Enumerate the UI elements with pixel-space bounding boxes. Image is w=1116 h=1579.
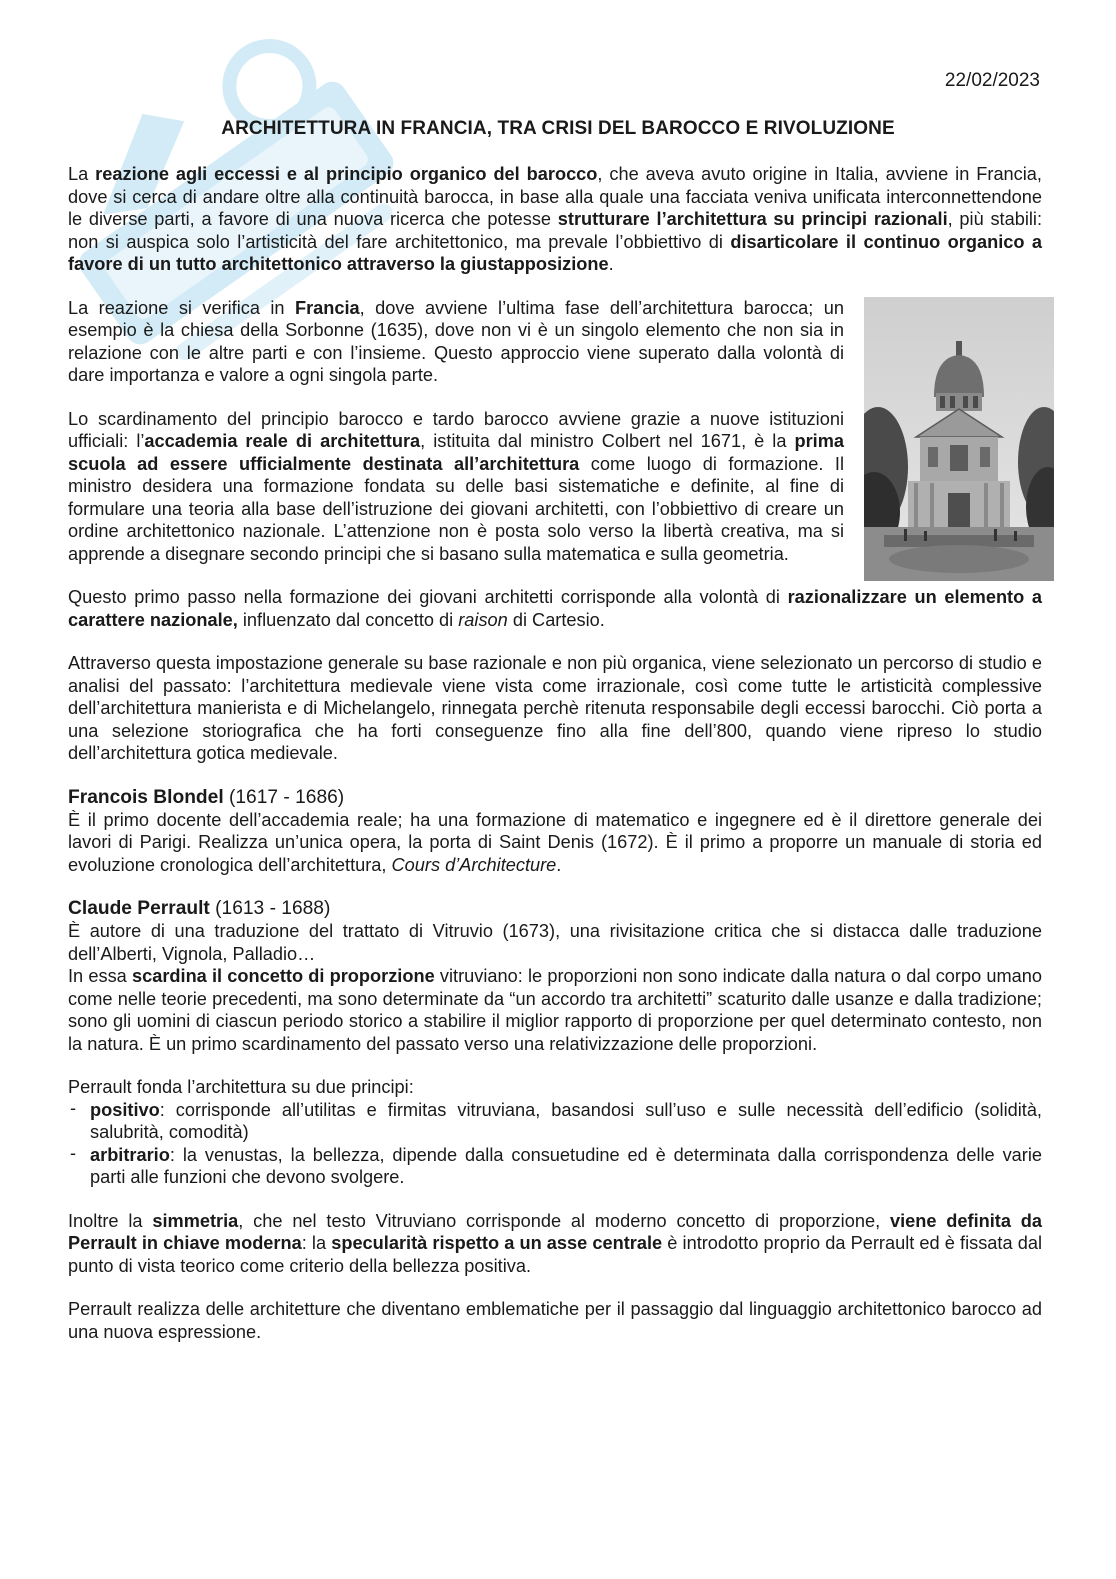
list-item: - arbitrario: la venustas, la bellezza, dipende dalla consuetudine ed è determinata dalla corrispondenza delle varie parti alle funzioni che devono svolgere. xyxy=(68,1144,1042,1189)
document-body xyxy=(68,163,1042,1343)
section-heading-perrault: Claude Perrault (1613 - 1688) xyxy=(68,898,331,919)
sorbonne-church-photo xyxy=(864,297,1054,581)
list-item: - positivo: corrisponde all’utilitas e firmitas vitruviana, basandosi sull’uso e sulle necessità dell’edificio (solidità, salubrità, comodità) xyxy=(68,1099,1042,1144)
paragraph-razionalizzare: Questo primo passo nella formazione dei giovani architetti corrisponde alla volontà di razionalizzare un elemento a carattere nazionale, influenzato dal concetto di raison di Cartesio. xyxy=(68,587,1042,630)
paragraph-blondel: È il primo docente dell’accademia reale; ha una formazione di matematico e ingegnere ed è il direttore generale dei lavori di Parigi. Realizza un’unica opera, la porta di Saint Denis (1672). È il primo a proporre un manuale di storia ed evoluzione cronologica dell’architettura, Cours d’Architecture. xyxy=(68,809,1042,875)
section-heading-blondel: Francois Blondel (1617 - 1686) xyxy=(68,786,345,808)
paragraph-accademia: Lo scardinamento del principio barocco e tardo barocco avviene grazie a nuove istituzioni ufficiali: l’accademia reale di architettura, istituita dal ministro Colbert nel 1671, è la prima scuola ad essere ufficialmente destinata all’architettura come luogo di formazione. Il ministro desidera una formazione fondata su delle basi sistematiche e definite, al fine di formulare una teoria alla base dell’istruzione dei giovani architetti, con l’obbiettivo di creare un ordine architettonico nazionale. L’attenzione non è posta solo verso la libertà creativa, ma si apprende a disegnare secondo principi che si basano sulla matematica e sulla geometria. xyxy=(68,408,845,564)
document-title: ARCHITETTURA IN FRANCIA, TRA CRISI DEL BAROCCO E RIVOLUZIONE xyxy=(221,118,895,139)
document-date: 22/02/2023 xyxy=(944,70,1040,91)
principles-intro: Perrault fonda l’architettura su due principi: xyxy=(68,1077,414,1097)
paragraph-storiografia: Attraverso questa impostazione generale su base razionale e non più organica, viene selezionato un percorso di studio e analisi del passato: l’architettura medievale viene vista come irrazionale, così come tutte le artisticità complessive dell’architettura manierista e di Michelangelo, rinnegata perchè ritenuta responsabile degli eccessi barocchi. Ciò porta a una selezione storiografica che ha forti conseguenze fino alla fine dell’800, quando viene ripreso lo studio dell’architettura gotica medievale. xyxy=(68,653,1042,763)
paragraph-intro: La reazione agli eccessi e al principio organico del barocco, che aveva avuto origine in Italia, avviene in Francia, dove si cerca di andare oltre alla continuità barocca, in base alla quale una facciata veniva unificata interconnettendone le diverse parti, a favore di una nuova ricerca che potesse strutturare l’architettura su principi razionali, più stabili: non si auspica solo l’artisticità del fare architettonico, ma prevale l’obbiettivo di disarticolare il continuo organico a favore di un tutto architettonico attraverso la giustapposizione. xyxy=(68,164,1043,274)
paragraph-simmetria: Inoltre la simmetria, che nel testo Vitruviano corrisponde al moderno concetto di proporzione, viene definita da Perrault in chiave moderna: la specularità rispetto a un asse centrale è introdotto proprio da Perrault ed è fissata dal punto di vista teorico come criterio della bellezza positiva. xyxy=(68,1210,1042,1276)
principles-list xyxy=(68,1099,1042,1189)
sorbonne-section xyxy=(68,297,1042,587)
paragraph-conclusione: Perrault realizza delle architetture che diventano emblematiche per il passaggio dal linguaggio architettonico barocco ad una nuova espressione. xyxy=(68,1299,1042,1342)
paragraph-sorbonne: La reazione si verifica in Francia, dove avviene l’ultima fase dell’architettura barocca; un esempio è la chiesa della Sorbonne (1635), dove non vi è un singolo elemento che non sia in relazione con le altre parti e con l’insieme. Questo approccio viene superato dalla volontà di dare importanza e valore a ogni singola parte. xyxy=(68,297,844,385)
paragraph-perrault-proporzione: In essa scardina il concetto di proporzione vitruviano: le proporzioni non sono indicate dalla natura o dal corpo umano come nelle teorie precedenti, ma sono determinate da “un accordo tra architetti” scaturito dalle usanze e dalla tradizione; sono gli uomini di ciascun periodo storico a stabilire il miglior rapporto di proporzione per quel determinato contesto, non la natura. È un primo scardinamento del passato verso una relativizzazione delle proporzioni. xyxy=(68,966,1043,1054)
paragraph-perrault-vitruvio: È autore di una traduzione del trattato di Vitruvio (1673), una rivisitazione critica che si distacca dalle traduzione dell’Alberti, Vignola, Palladio… xyxy=(68,921,1042,964)
